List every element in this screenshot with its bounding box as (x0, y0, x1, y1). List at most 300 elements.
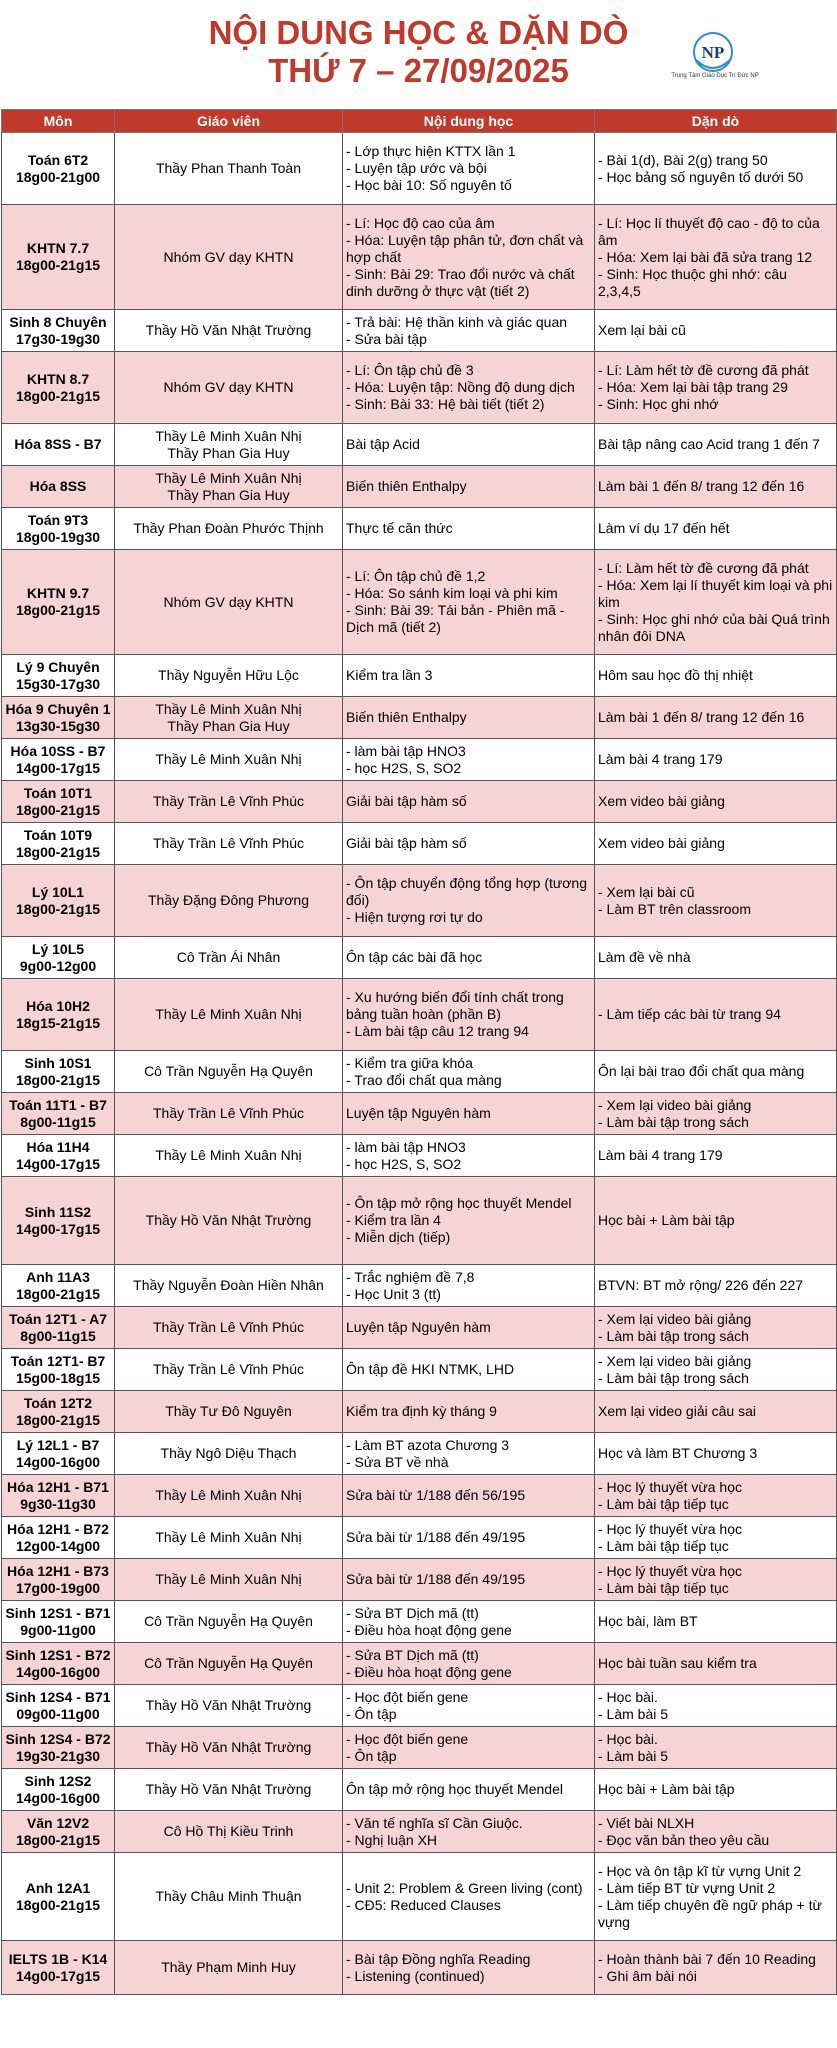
content-cell-line: Kiểm tra định kỳ tháng 9 (346, 1403, 497, 1419)
table-row (2, 739, 837, 781)
teacher-cell (115, 823, 343, 865)
teacher-cell (115, 655, 343, 697)
column-header-content: Nội dung học (343, 110, 595, 133)
content-cell-line: - Lí: Ôn tập chủ đề 1,2 (346, 568, 486, 584)
subject-cell (2, 1177, 115, 1265)
teacher-cell-line: Thầy Tư Đô Nguyên (165, 1403, 292, 1419)
teacher-cell (115, 1349, 343, 1391)
subject-cell-line: 18g00-21g15 (15, 1411, 101, 1428)
content-cell-line: - Học đột biến gene (346, 1730, 469, 1747)
content-cell-line: - Bài tập Đồng nghĩa Reading (346, 1950, 531, 1967)
subject-cell-line: 18g00-21g15 (15, 1071, 101, 1088)
table-row (2, 979, 837, 1051)
teacher-cell-line: Thầy Lê Minh Xuân Nhị (155, 427, 302, 444)
content-cell-line: Luyện tập Nguyên hàm (346, 1105, 491, 1121)
subject-cell-line: Hóa 12H1 - B71 (7, 1478, 109, 1495)
homework-cell-line: - Hoàn thành bài 7 đến 10 Reading (598, 1950, 816, 1967)
subject-cell-line: 9g00-11g00 (20, 1621, 96, 1638)
content-cell-line: - Ôn tập (346, 1747, 397, 1764)
content-cell-line: - Lớp thực hiện KTTX lần 1 (346, 143, 516, 159)
homework-cell (595, 1769, 837, 1811)
homework-cell-line: - Lí: Làm hết tờ đề cương đã phát (598, 559, 809, 576)
homework-cell (595, 1685, 837, 1727)
teacher-cell-line: Thầy Nguyễn Đoàn Hiền Nhân (133, 1277, 324, 1293)
content-cell-line: - học H2S, S, SO2 (346, 759, 462, 776)
subject-cell-line: Sinh 10S1 (24, 1054, 92, 1071)
teacher-cell-line: Cô Trần Nguyễn Hạ Quyên (144, 1063, 313, 1079)
subject-cell (2, 865, 115, 937)
content-cell-line: - Lí: Ôn tập chủ đề 3 (346, 362, 474, 378)
homework-cell-line: Học bài, làm BT (598, 1613, 698, 1629)
homework-cell (595, 1349, 837, 1391)
subject-cell-line: 9g30-11g30 (20, 1495, 96, 1512)
content-cell-line: - Hóa: So sánh kim loại và phi kim (346, 585, 558, 601)
subject-cell (2, 1811, 115, 1853)
homework-cell-line: - Làm bài 5 (598, 1705, 669, 1722)
teacher-cell (115, 310, 343, 352)
homework-cell-line: - Hóa: Xem lại bài tập trang 29 (598, 379, 788, 395)
content-cell (343, 1135, 595, 1177)
teacher-cell (115, 508, 343, 550)
teacher-cell (115, 697, 343, 739)
subject-cell-line: Sinh 12S1 - B71 (5, 1604, 111, 1621)
column-header-homework: Dặn dò (595, 110, 837, 133)
subject-cell-line: Sinh 12S2 (24, 1772, 92, 1789)
content-cell (343, 1685, 595, 1727)
subject-cell (2, 655, 115, 697)
content-cell-line: - Ôn tập (346, 1705, 397, 1722)
table-row (2, 1349, 837, 1391)
teacher-cell-line: Thầy Hồ Văn Nhật Trường (145, 1697, 312, 1713)
homework-cell-line: Làm bài 1 đến 8/ trang 12 đến 16 (598, 709, 805, 725)
teacher-cell-line: Thầy Lê Minh Xuân Nhị (155, 1571, 302, 1587)
teacher-cell-line: Thầy Hồ Văn Nhật Trường (145, 322, 312, 338)
table-row (2, 1559, 837, 1601)
table-row (2, 1727, 837, 1769)
homework-cell (595, 1051, 837, 1093)
table-row (2, 205, 837, 310)
table-row (2, 352, 837, 424)
teacher-cell-line: Thầy Phan Gia Huy (167, 486, 290, 503)
homework-cell-line: - Học lý thuyết vừa học (598, 1520, 742, 1537)
subject-cell (2, 979, 115, 1051)
subject-cell-line: Toán 12T1 - A7 (8, 1310, 108, 1327)
subject-cell (2, 1643, 115, 1685)
teacher-cell (115, 1643, 343, 1685)
homework-cell-line: - Làm tiếp BT từ vựng Unit 2 (598, 1879, 776, 1896)
table-row (2, 781, 837, 823)
content-cell-line: - Ôn tập mở rộng học thuyết Mendel (346, 1195, 572, 1211)
homework-cell (595, 937, 837, 979)
teacher-cell-line: Thầy Phan Thanh Toàn (155, 160, 302, 176)
content-cell-line: - Luyện tập ước và bội (346, 160, 487, 176)
content-cell-line: - Sinh: Bài 29: Trao đổi nước và chất dinh dưỡng ở thực vật (tiết 2) (346, 265, 575, 299)
subject-cell-line: 15g30-17g30 (15, 675, 101, 692)
teacher-cell-line: Thầy Hồ Văn Nhật Trường (145, 1212, 312, 1228)
teacher-cell (115, 1559, 343, 1601)
subject-cell-line: 18g00-21g15 (15, 900, 101, 917)
subject-cell-line: Sinh 12S4 - B71 (5, 1688, 111, 1705)
content-cell (343, 739, 595, 781)
teacher-cell (115, 1135, 343, 1177)
homework-cell-line: Xem video bài giảng (598, 835, 725, 851)
homework-cell-line: Học bài tuần sau kiểm tra (598, 1655, 757, 1671)
homework-cell-line: - Học bài. (598, 1730, 658, 1747)
teacher-cell-line: Thầy Nguyễn Hữu Lộc (158, 667, 299, 683)
content-cell-line: Ôn tập đề HKI NTMK, LHD (346, 1361, 515, 1377)
subject-cell (2, 1051, 115, 1093)
homework-cell (595, 1727, 837, 1769)
homework-cell (595, 1559, 837, 1601)
content-cell (343, 781, 595, 823)
subject-cell (2, 937, 115, 979)
homework-cell (595, 550, 837, 655)
subject-cell-line: KHTN 7.7 (26, 240, 90, 256)
homework-cell (595, 1093, 837, 1135)
homework-cell-line: - Bài 1(d), Bài 2(g) trang 50 (598, 151, 768, 168)
content-cell-line: - Sửa bài tập (346, 330, 427, 347)
subject-cell-line: Toán 12T2 (23, 1394, 93, 1411)
subject-cell-line: 18g00-21g15 (15, 1831, 101, 1848)
subject-cell-line: Toán 10T9 (23, 826, 93, 843)
subject-cell (2, 352, 115, 424)
homework-cell (595, 1853, 837, 1941)
teacher-cell (115, 739, 343, 781)
subject-cell-line: Toán 12T1- B7 (10, 1352, 106, 1369)
table-row (2, 1685, 837, 1727)
content-cell (343, 352, 595, 424)
subject-cell-line: 17g30-19g30 (15, 330, 101, 347)
homework-cell-line: - Làm bài tập tiếp tục (598, 1579, 729, 1596)
content-cell-line: - làm bài tập HNO3 (346, 1138, 466, 1155)
subject-cell (2, 1769, 115, 1811)
table-row (2, 1769, 837, 1811)
homework-cell-line: Học bài + Làm bài tập (598, 1781, 735, 1797)
subject-cell-line: 14g00-17g15 (15, 1220, 101, 1237)
content-cell (343, 1559, 595, 1601)
table-row (2, 424, 837, 466)
teacher-cell-line: Thầy Phan Gia Huy (167, 444, 290, 461)
subject-cell-line: 8g00-11g15 (20, 1327, 96, 1344)
teacher-cell-line: Thầy Trần Lê Vĩnh Phúc (153, 793, 304, 809)
table-row (2, 1853, 837, 1941)
subject-cell-line: 18g00-21g15 (15, 257, 101, 273)
subject-cell-line: Toán 6T2 (27, 151, 89, 168)
content-cell-line: - Miễn dịch (tiếp) (346, 1229, 451, 1245)
content-cell-line: Bài tập Acid (346, 436, 420, 452)
content-cell-line: - Kiểm tra giữa khóa (346, 1054, 473, 1071)
subject-cell-line: 15g00-18g15 (15, 1369, 101, 1386)
homework-cell (595, 979, 837, 1051)
content-cell-line: - Sinh: Bài 33: Hệ bài tiết (tiết 2) (346, 396, 545, 412)
content-cell-line: - Làm bài tập câu 12 trang 94 (346, 1023, 529, 1039)
content-cell-line: Giải bài tập hàm số (346, 793, 467, 809)
teacher-cell (115, 1307, 343, 1349)
teacher-cell (115, 1265, 343, 1307)
subject-cell-line: 18g00-21g15 (15, 1896, 101, 1913)
subject-cell-line: Hóa 8SS (29, 478, 87, 494)
homework-cell-line: - Đọc văn bản theo yêu cầu (598, 1831, 770, 1848)
homework-cell-line: Làm bài 1 đến 8/ trang 12 đến 16 (598, 478, 805, 494)
homework-cell-line: Xem lại bài cũ (598, 322, 686, 338)
content-cell-line: Biến thiên Enthalpy (346, 709, 467, 725)
subject-cell-line: 14g00-17g15 (15, 1155, 101, 1172)
subject-cell (2, 310, 115, 352)
homework-cell-line: - Làm bài 5 (598, 1747, 669, 1764)
content-cell-line: - Hóa: Luyện tập phân tử, đơn chất và hợp chất (346, 231, 584, 265)
content-cell (343, 979, 595, 1051)
teacher-cell-line: Thầy Đặng Đông Phương (148, 892, 309, 908)
subject-cell (2, 739, 115, 781)
subject-cell-line: 18g15-21g15 (15, 1014, 101, 1031)
teacher-cell-line: Thầy Trần Lê Vĩnh Phúc (153, 1361, 304, 1377)
subject-cell (2, 1941, 115, 1995)
homework-cell-line: - Làm bài tập trong sách (598, 1327, 749, 1344)
table-row (2, 1307, 837, 1349)
content-cell-line: - Điều hòa hoạt động gene (346, 1663, 512, 1680)
subject-cell-line: IELTS 1B - K14 (8, 1950, 108, 1967)
teacher-cell-line: Thầy Lê Minh Xuân Nhị (155, 1529, 302, 1545)
content-cell-line: Kiểm tra lần 3 (346, 667, 433, 683)
content-cell (343, 424, 595, 466)
homework-cell-line: Học và làm BT Chương 3 (598, 1445, 758, 1461)
subject-cell-line: Sinh 12S1 - B72 (5, 1646, 111, 1663)
teacher-cell (115, 1517, 343, 1559)
content-cell-line: - Sinh: Bài 39: Tái bản - Phiên mã - Dịch mã (tiết 2) (346, 602, 565, 635)
subject-cell-line: Lý 10L1 (31, 883, 85, 900)
subject-cell-line: Sinh 11S2 (24, 1203, 92, 1220)
content-cell (343, 1349, 595, 1391)
subject-cell-line: Hóa 12H1 - B72 (7, 1520, 109, 1537)
homework-cell (595, 1307, 837, 1349)
content-cell-line: - làm bài tập HNO3 (346, 742, 466, 759)
teacher-cell-line: Thầy Trần Lê Vĩnh Phúc (153, 1319, 304, 1335)
homework-cell (595, 823, 837, 865)
homework-cell-line: - Lí: Học lí thuyết độ cao - độ to của âm (598, 214, 820, 248)
homework-cell (595, 1941, 837, 1995)
subject-cell-line: Sinh 12S4 - B72 (5, 1730, 111, 1747)
schedule-table (1, 109, 837, 1995)
content-cell-line: - Kiểm tra lần 4 (346, 1212, 441, 1228)
table-body (2, 133, 837, 1995)
homework-cell (595, 697, 837, 739)
teacher-cell-line: Nhóm GV dạy KHTN (163, 248, 294, 265)
subject-cell-line: 14g00-17g15 (15, 1967, 101, 1984)
teacher-cell-line: Thầy Phan Gia Huy (167, 717, 290, 734)
content-cell (343, 310, 595, 352)
homework-cell-line: - Sinh: Học ghi nhớ của bài Quá trình nhân đôi DNA (598, 610, 830, 644)
teacher-cell-line: Thầy Trần Lê Vĩnh Phúc (153, 1105, 304, 1121)
homework-cell (595, 1265, 837, 1307)
teacher-cell (115, 550, 343, 655)
subject-cell-line: Hóa 12H1 - B73 (7, 1562, 109, 1579)
subject-cell (2, 823, 115, 865)
subject-cell (2, 1433, 115, 1475)
homework-cell (595, 739, 837, 781)
subject-cell (2, 1685, 115, 1727)
table-row (2, 1643, 837, 1685)
subject-cell-line: Lý 9 Chuyên (16, 658, 100, 675)
table-row (2, 1135, 837, 1177)
subject-cell-line: 14g00-16g00 (15, 1789, 101, 1806)
subject-cell-line: 12g00-14g00 (15, 1537, 101, 1554)
table-row (2, 133, 837, 205)
subject-cell-line: Lý 10L5 (31, 940, 85, 957)
content-cell-line: - Học bài 10: Số nguyên tố (346, 177, 512, 193)
table-row (2, 508, 837, 550)
homework-cell (595, 865, 837, 937)
teacher-cell-line: Thầy Hồ Văn Nhật Trường (145, 1781, 312, 1797)
homework-cell-line: - Hóa: Xem lại lí thuyết kim loại và phi kim (598, 576, 833, 610)
teacher-cell (115, 352, 343, 424)
subject-cell (2, 1391, 115, 1433)
homework-cell-line: Làm bài 4 trang 179 (598, 1147, 723, 1163)
title-line-1: NỘI DUNG HỌC & DẶN DÒ (208, 14, 629, 51)
column-header-teacher: Giáo viên (115, 110, 343, 133)
table-row (2, 1265, 837, 1307)
subject-cell-line: Anh 11A3 (26, 1268, 90, 1285)
subject-cell (2, 1307, 115, 1349)
teacher-cell (115, 979, 343, 1051)
homework-cell (595, 133, 837, 205)
homework-cell (595, 424, 837, 466)
content-cell-line: - Sửa BT Dịch mã (tt) (346, 1604, 479, 1621)
homework-cell-line: - Xem lại bài cũ (598, 883, 695, 900)
content-cell (343, 1391, 595, 1433)
subject-cell-line: 18g00-19g30 (15, 528, 101, 545)
content-cell-line: - Lí: Học độ cao của âm (346, 214, 495, 231)
homework-cell-line: - Viết bài NLXH (598, 1814, 695, 1831)
subject-cell-line: 18g00-21g15 (15, 602, 101, 618)
teacher-cell (115, 466, 343, 508)
content-cell (343, 1051, 595, 1093)
homework-cell (595, 781, 837, 823)
content-cell (343, 1853, 595, 1941)
teacher-cell-line: Cô Trần Nguyễn Hạ Quyên (144, 1655, 313, 1671)
teacher-cell-line: Thầy Lê Minh Xuân Nhị (155, 1006, 302, 1022)
content-cell-line: - Hiện tượng rơi tự do (346, 909, 483, 925)
content-cell (343, 1307, 595, 1349)
content-cell (343, 937, 595, 979)
content-cell-line: - Làm BT azota Chương 3 (346, 1436, 510, 1453)
homework-cell (595, 205, 837, 310)
subject-cell (2, 1093, 115, 1135)
content-cell (343, 1177, 595, 1265)
table-row (2, 1517, 837, 1559)
homework-cell-line: - Học và ôn tập kĩ từ vựng Unit 2 (598, 1862, 802, 1879)
homework-cell-line: - Làm tiếp chuyên đề ngữ pháp + từ vựng (598, 1896, 822, 1930)
content-cell (343, 1265, 595, 1307)
subject-cell (2, 1349, 115, 1391)
subject-cell (2, 1559, 115, 1601)
table-row (2, 1391, 837, 1433)
content-cell-line: - Ôn tập chuyển động tổng hợp (tương đối) (346, 875, 587, 908)
homework-cell-line: Làm ví dụ 17 đến hết (598, 520, 730, 536)
table-row (2, 1177, 837, 1265)
homework-cell-line: - Xem lại video bài giảng (598, 1096, 752, 1113)
teacher-cell-line: Thầy Phan Đoàn Phước Thịnh (133, 520, 324, 536)
homework-cell-line: - Làm bài tập trong sách (598, 1369, 749, 1386)
table-row (2, 1601, 837, 1643)
teacher-cell (115, 1941, 343, 1995)
content-cell-line: - Sửa BT về nhà (346, 1453, 449, 1470)
homework-cell (595, 1643, 837, 1685)
homework-cell-line: - Học lý thuyết vừa học (598, 1562, 742, 1579)
teacher-cell (115, 1433, 343, 1475)
content-cell (343, 1643, 595, 1685)
homework-cell-line: - Làm BT trên classroom (598, 900, 752, 917)
subject-cell-line: 17g00-19g00 (15, 1579, 101, 1596)
teacher-cell-line: Cô Trần Ái Nhân (176, 949, 281, 965)
teacher-cell-line: Nhóm GV dạy KHTN (163, 593, 294, 610)
teacher-cell (115, 865, 343, 937)
teacher-cell-line: Thầy Lê Minh Xuân Nhị (155, 751, 302, 767)
homework-cell-line: - Hóa: Xem lại bài đã sửa trang 12 (598, 248, 813, 265)
subject-cell-line: Hóa 10SS - B7 (10, 742, 106, 759)
content-cell-line: Ôn tập các bài đã học (346, 949, 483, 965)
subject-cell (2, 424, 115, 466)
homework-cell (595, 1177, 837, 1265)
content-cell (343, 1941, 595, 1995)
content-cell-line: - Nghị luận XH (346, 1831, 438, 1848)
content-cell (343, 466, 595, 508)
homework-cell-line: - Sinh: Học ghi nhớ (598, 396, 719, 412)
subject-cell-line: KHTN 9.7 (26, 585, 90, 601)
content-cell-line: - Hóa: Luyện tập: Nồng độ dung dịch (346, 379, 575, 395)
teacher-cell-line: Thầy Lê Minh Xuân Nhị (155, 1147, 302, 1163)
content-cell (343, 697, 595, 739)
teacher-cell-line: Thầy Lê Minh Xuân Nhị (155, 700, 302, 717)
homework-cell (595, 310, 837, 352)
content-cell-line: Ôn tập mở rộng học thuyết Mendel (346, 1781, 563, 1797)
table-header-row (2, 110, 837, 133)
table-row (2, 655, 837, 697)
teacher-cell-line: Cô Trần Nguyễn Hạ Quyên (144, 1613, 313, 1629)
content-cell (343, 1433, 595, 1475)
homework-cell-line: Làm đề về nhà (598, 949, 691, 965)
teacher-cell (115, 1769, 343, 1811)
subject-cell (2, 205, 115, 310)
homework-cell-line: - Học lý thuyết vừa học (598, 1478, 742, 1495)
subject-cell (2, 781, 115, 823)
subject-cell-line: 18g00-21g15 (15, 1285, 101, 1302)
subject-cell (2, 1853, 115, 1941)
homework-cell-line: Hôm sau học đồ thị nhiệt (598, 667, 753, 683)
table-row (2, 466, 837, 508)
content-cell (343, 550, 595, 655)
teacher-cell-line: Thầy Lê Minh Xuân Nhị (155, 469, 302, 486)
teacher-cell-line: Thầy Lê Minh Xuân Nhị (155, 1487, 302, 1503)
homework-cell-line: - Học bảng số nguyên tố dưới 50 (598, 168, 804, 185)
content-cell (343, 1727, 595, 1769)
teacher-cell-line: Thầy Trần Lê Vĩnh Phúc (153, 835, 304, 851)
content-cell-line: Sửa bài từ 1/188 đến 56/195 (346, 1487, 526, 1503)
table-row (2, 1811, 837, 1853)
subject-cell (2, 133, 115, 205)
content-cell-line: - Unit 2: Problem & Green living (cont) (346, 1879, 583, 1896)
table-row (2, 823, 837, 865)
homework-cell-line: - Ghi âm bài nói (598, 1967, 697, 1984)
teacher-cell (115, 1727, 343, 1769)
homework-cell-line: BTVN: BT mở rộng/ 226 đến 227 (598, 1277, 804, 1293)
table-row (2, 865, 837, 937)
teacher-cell (115, 424, 343, 466)
table-row (2, 1475, 837, 1517)
subject-cell-line: Hóa 10H2 (26, 997, 90, 1014)
subject-cell (2, 1517, 115, 1559)
teacher-cell-line: Thầy Phạm Minh Huy (161, 1959, 296, 1975)
homework-cell-line: - Sinh: Học thuộc ghi nhớ: câu 2,3,4,5 (598, 265, 787, 299)
